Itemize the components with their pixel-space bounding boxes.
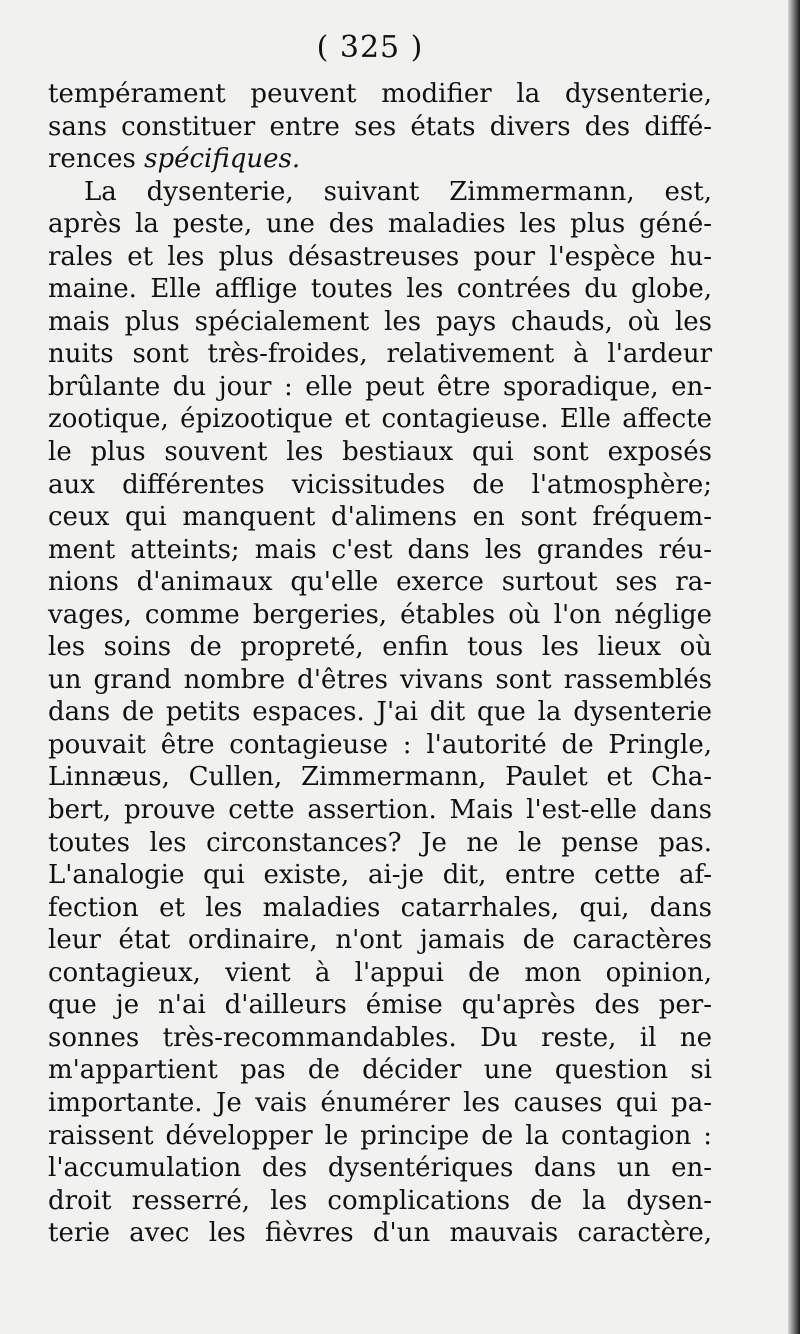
text-line: rales et les plus désastreuses pour l'espèce hu- <box>48 241 712 272</box>
text-line: ment atteints; mais c'est dans les grandes réu- <box>48 534 712 565</box>
text-line: le plus souvent les bestiaux qui sont exposés <box>48 437 712 468</box>
text-line: droit resserré, les complications de la dysen- <box>48 1185 712 1216</box>
text-line: aux différentes vicissitudes de l'atmosphère; <box>48 469 712 500</box>
text-line: raissent développer le principe de la contagion : <box>48 1120 712 1151</box>
text-line: leur état ordinaire, n'ont jamais de caractères <box>48 925 712 956</box>
text-line: vages, comme bergeries, étables où l'on néglige <box>48 599 712 630</box>
text-line: après la peste, une des maladies les plus géné- <box>48 209 712 240</box>
text-line: l'accumulation des dysentériques dans un en- <box>48 1153 712 1184</box>
text-line: brûlante du jour : elle peut être sporadique, en- <box>48 371 712 402</box>
text-line: contagieux, vient à l'appui de mon opinion, <box>48 957 712 988</box>
text-line: les soins de propreté, enfin tous les lieux où <box>48 632 712 663</box>
text-line: toutes les circonstances? Je ne le pense pas. <box>48 827 712 858</box>
text-line: mais plus spécialement les pays chauds, où les <box>48 306 712 337</box>
text-line: bert, prouve cette assertion. Mais l'est-elle dans <box>48 795 712 826</box>
italic-word: spécifiques. <box>144 144 301 175</box>
text-line: importante. Je vais énumérer les causes qui pa- <box>48 1087 712 1118</box>
text-line: ceux qui manquent d'alimens en sont fréquem- <box>48 502 712 533</box>
body-text <box>48 78 712 1250</box>
text-line: pouvait être contagieuse : l'autorité de Pringle, <box>48 729 712 760</box>
text-line: dans de petits espaces. J'ai dit que la dysenterie <box>48 697 712 728</box>
text-line: Linnæus, Cullen, Zimmermann, Paulet et Cha- <box>48 762 712 793</box>
text-line: m'appartient pas de décider une question si <box>48 1055 712 1086</box>
text-line: terie avec les fièvres d'un mauvais caractère, <box>48 1218 712 1249</box>
page-edge-shadow <box>788 0 800 1334</box>
text-line: maine. Elle afflige toutes les contrées du globe, <box>48 274 712 305</box>
page-number: ( 325 ) <box>316 30 424 65</box>
text-fragment: rences <box>48 144 145 175</box>
text-line: tempérament peuvent modifier la dysenterie, <box>48 79 712 109</box>
text-line: zootique, épizootique et contagieuse. Elle affecte <box>48 404 712 435</box>
text-line: sonnes très-recommandables. Du reste, il ne <box>48 1022 712 1053</box>
text-line: que je n'ai d'ailleurs émise qu'après des per- <box>48 990 712 1021</box>
text-line: L'analogie qui existe, ai-je dit, entre cette af- <box>48 860 712 891</box>
text-line <box>48 143 712 176</box>
text-line: La dysenterie, suivant Zimmermann, est, <box>84 176 712 207</box>
text-line: fection et les maladies catarrhales, qui, dans <box>48 892 712 923</box>
text-line: sans constituer entre ses états divers des diffé- <box>48 111 712 142</box>
text-line: nions d'animaux qu'elle exerce surtout ses ra- <box>48 567 712 598</box>
text-line: nuits sont très-froides, relativement à l'ardeur <box>48 339 712 370</box>
text-line: un grand nombre d'êtres vivans sont rassemblés <box>48 664 712 695</box>
